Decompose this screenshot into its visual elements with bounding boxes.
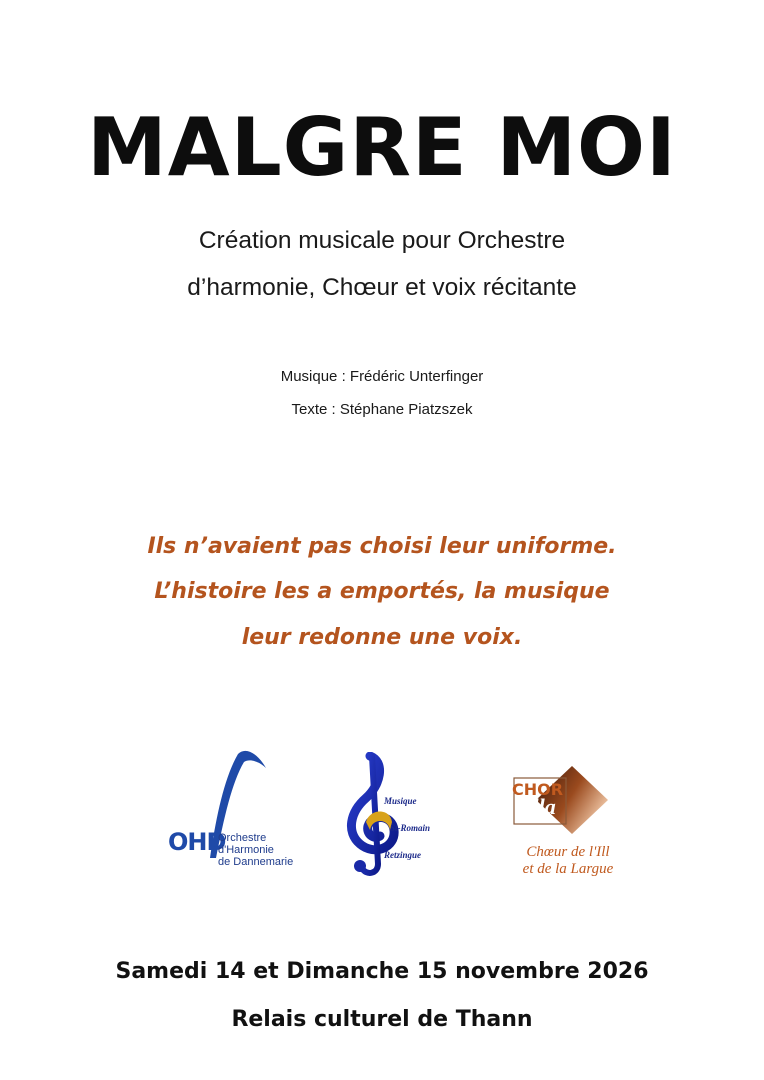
chor-wordmark: CHOR: [512, 780, 564, 799]
subtitle-line-2: d’harmonie, Chœur et voix récitante: [187, 274, 577, 301]
illa-wordmark: Illa: [524, 794, 556, 819]
ohd-name-line-1: Orchestre: [218, 832, 267, 844]
quote-line-2: L’histoire les a emportés, la musique: [154, 579, 610, 604]
poster-title: MALGRE MOI: [87, 101, 677, 194]
event-venue: Relais culturel de Thann: [231, 1007, 533, 1032]
chor-name-line-2: et de la Largue: [522, 861, 614, 877]
quote-line-3: leur redonne une voix.: [241, 625, 523, 650]
msr-line-2: St-Romain: [390, 823, 431, 833]
music-credit: Musique : Frédéric Unterfinger: [280, 368, 484, 385]
subtitle-line-1: Création musicale pour Orchestre: [198, 227, 566, 254]
ohd-abbreviation: OHD: [168, 828, 226, 856]
ohd-name-line-2: d'Harmonie: [218, 844, 274, 856]
treble-clef-icon: [340, 752, 450, 880]
chor-name-line-1: Chœur de l'Ill: [526, 844, 610, 860]
msr-line-3: Retzingue: [384, 850, 422, 860]
musique-st-romain-logo: [340, 752, 450, 880]
ohd-name-line-3: de Dannemarie: [218, 856, 294, 868]
ohd-logo: [166, 748, 294, 888]
event-dates: Samedi 14 et Dimanche 15 novembre 2026: [115, 959, 649, 984]
msr-line-1: Musique: [384, 796, 417, 806]
text-credit: Texte : Stéphane Piatzszek: [291, 401, 473, 418]
quote-line-1: Ils n’avaient pas choisi leur uniforme.: [147, 534, 617, 559]
chor-illa-logo: [508, 760, 628, 880]
